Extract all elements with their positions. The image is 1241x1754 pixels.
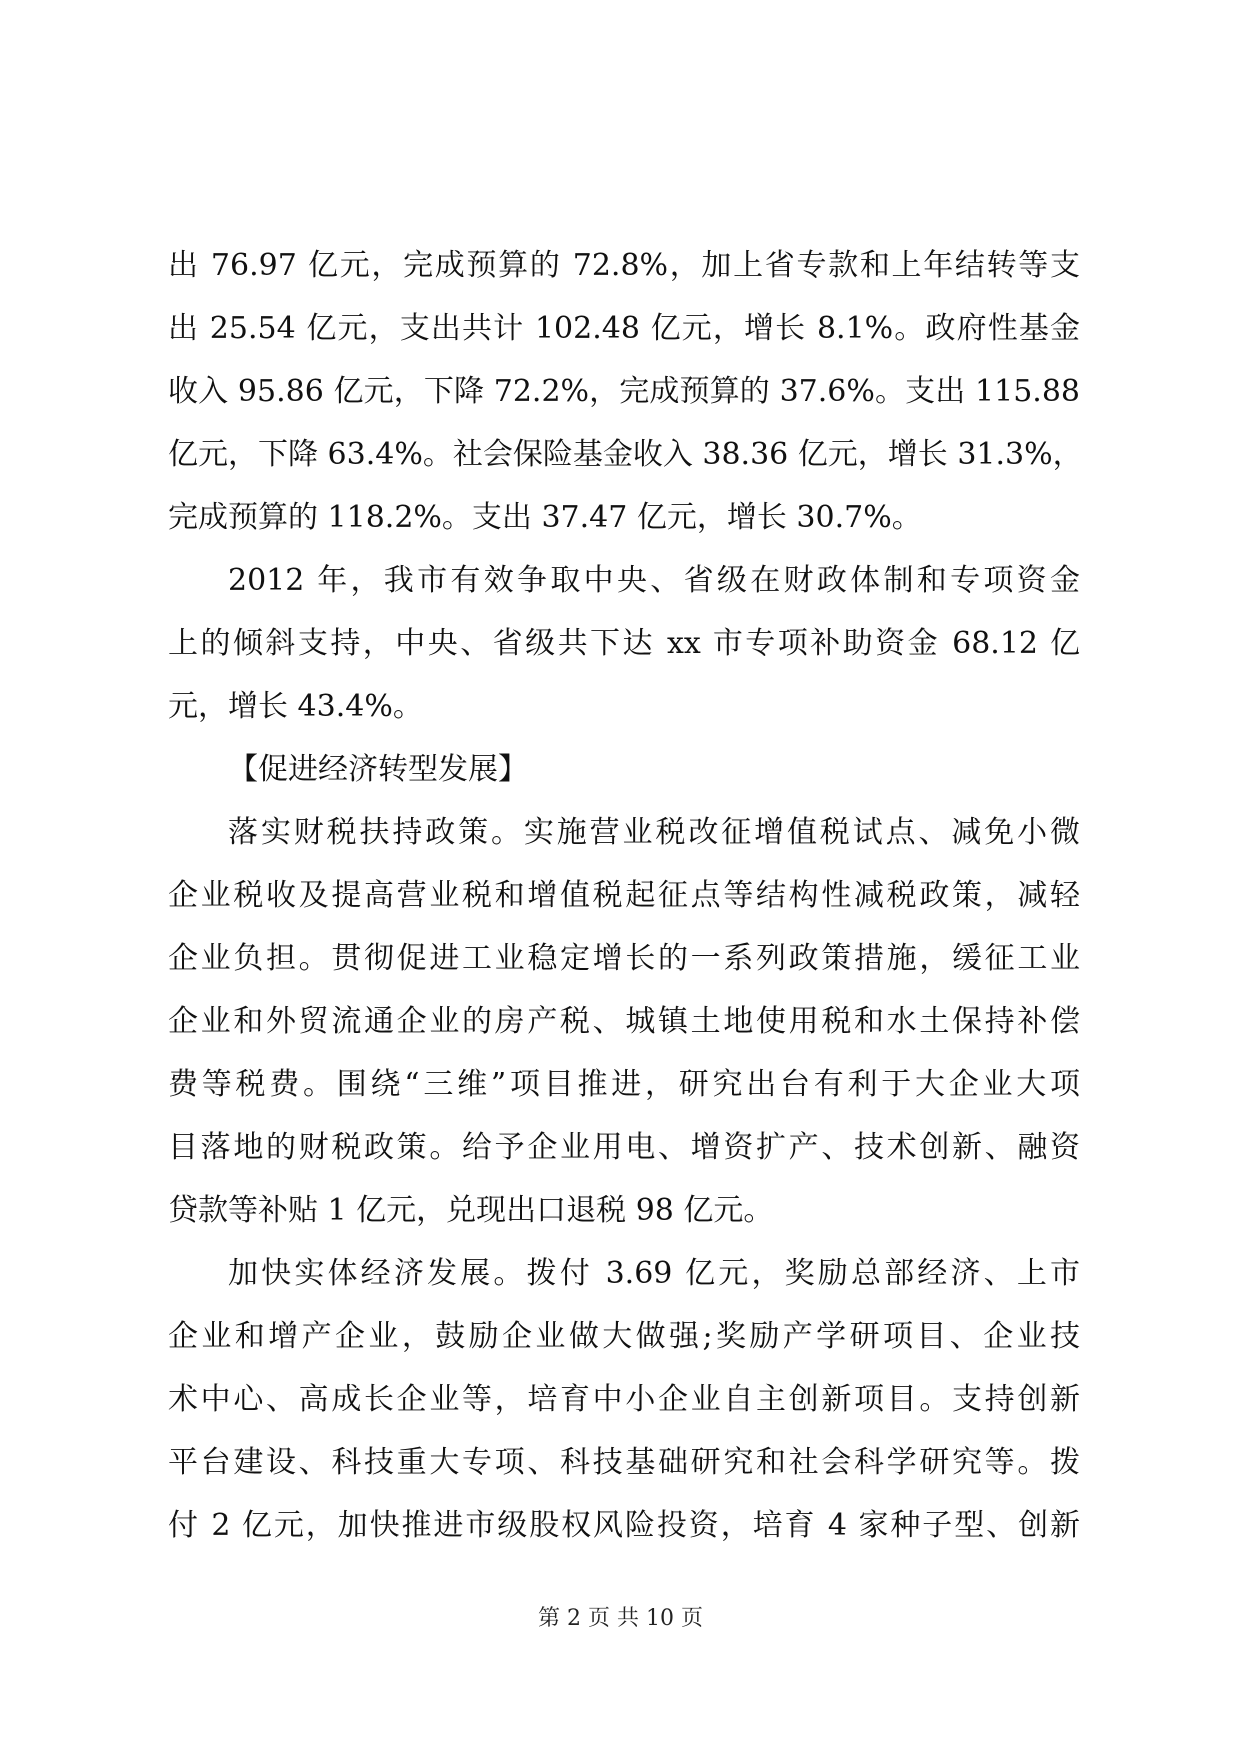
text-line: 企业税收及提高营业税和增值税起征点等结构性减税政策，减轻 [168,878,1080,913]
text-line: 出 25.54 亿元，支出共计 102.48 亿元，增长 8.1%。政府性基金 [168,311,1080,346]
text-line: 费等税费。围绕“三维”项目推进，研究出台有利于大企业大项 [168,1067,1080,1102]
page-number-footer: 第 2 页 共 10 页 [538,1606,703,1631]
text-line: 完成预算的 118.2%。支出 37.47 亿元，增长 30.7%。 [168,500,922,535]
text-line: 出 76.97 亿元，完成预算的 72.8%，加上省专款和上年结转等支 [168,248,1080,283]
text-line: 贷款等补贴 1 亿元，兑现出口退税 98 亿元。 [168,1193,774,1228]
paragraph-first-line: 落实财税扶持政策。实施营业税改征增值税试点、减免小微 [228,815,1080,850]
section-heading: 【促进经济转型发展】 [228,752,528,787]
paragraph-first-line: 2012 年，我市有效争取中央、省级在财政体制和专项资金 [228,563,1080,598]
text-line: 亿元，下降 63.4%。社会保险基金收入 38.36 亿元，增长 31.3%， [168,437,1083,472]
text-line: 术中心、高成长企业等，培育中小企业自主创新项目。支持创新 [168,1382,1080,1417]
text-line: 收入 95.86 亿元，下降 72.2%，完成预算的 37.6%。支出 115.88 [168,374,1080,409]
text-line: 企业负担。贯彻促进工业稳定增长的一系列政策措施，缓征工业 [168,941,1080,976]
text-line: 付 2 亿元，加快推进市级股权风险投资，培育 4 家种子型、创新 [168,1508,1080,1543]
text-line: 元，增长 43.4%。 [168,689,423,724]
text-line: 企业和外贸流通企业的房产税、城镇土地使用税和水土保持补偿 [168,1004,1080,1039]
text-line: 上的倾斜支持，中央、省级共下达 xx 市专项补助资金 68.12 亿 [168,626,1080,661]
paragraph-first-line: 加快实体经济发展。拨付 3.69 亿元，奖励总部经济、上市 [228,1256,1080,1291]
text-line: 目落地的财税政策。给予企业用电、增资扩产、技术创新、融资 [168,1130,1080,1165]
text-line: 企业和增产企业，鼓励企业做大做强;奖励产学研项目、企业技 [168,1319,1080,1354]
text-line: 平台建设、科技重大专项、科技基础研究和社会科学研究等。拨 [168,1445,1080,1480]
document-body [168,234,1083,1557]
